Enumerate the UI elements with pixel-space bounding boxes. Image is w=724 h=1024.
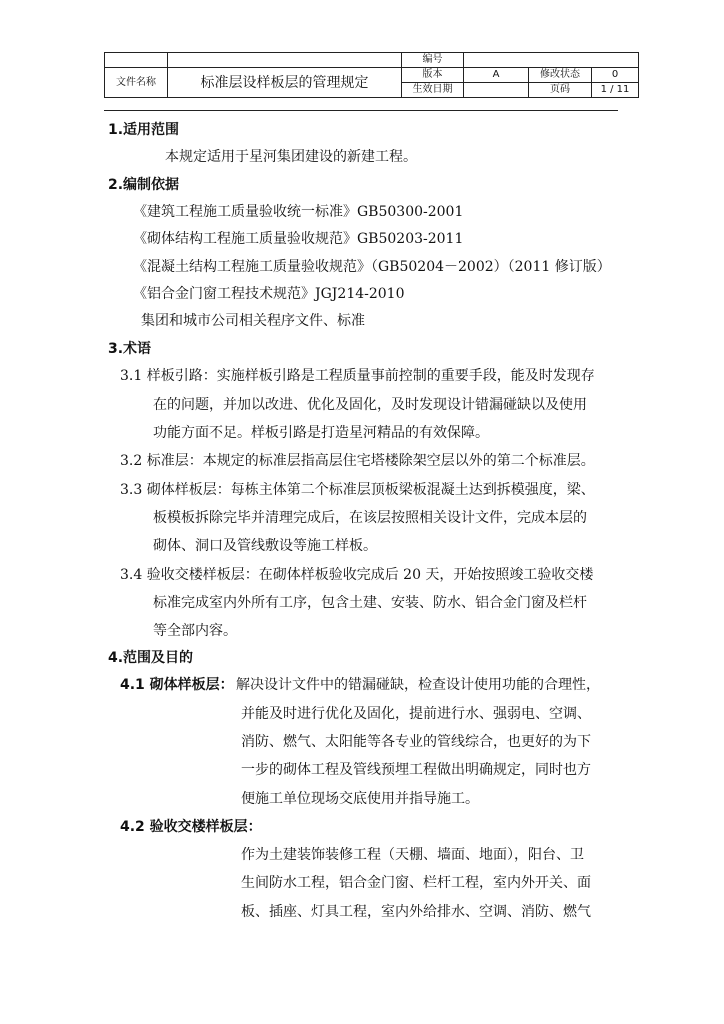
paragraph-line: 并能及时进行优化及固化，提前进行水、强弱电、空调、 [241, 706, 591, 722]
section-heading: 1.适用范围 [108, 122, 180, 138]
paragraph-line: 砌体、洞口及管线敷设等施工样板。 [153, 538, 377, 554]
section-heading: 2.编制依据 [108, 177, 180, 193]
paragraph-line: 板模板拆除完毕并清理完成后，在该层按照相关设计文件，完成本层的 [153, 510, 587, 526]
paragraph-line: 板、插座、灯具工程，室内外给排水、空调、消防、燃气 [241, 904, 591, 920]
reference-item: 集团和城市公司相关程序文件、标准 [141, 313, 365, 329]
number-value [464, 53, 639, 68]
version-value: A [464, 68, 529, 83]
paragraph-line: 功能方面不足。样板引路是打造星河精品的有效保障。 [153, 425, 489, 441]
paragraph-line: 3.2 标准层：本规定的标准层指高层住宅塔楼除架空层以外的第二个标准层。 [120, 453, 595, 469]
effective-date-value [464, 83, 529, 98]
reference-item: 《建筑工程施工质量验收统一标准》GB50300-2001 [133, 204, 464, 220]
paragraph-line: 一步的砌体工程及管线预埋工程做出明确规定，同时也方 [241, 762, 591, 778]
reference-item: 《混凝土结构工程施工质量验收规范》（GB50204－2002）（2011 修订版） [133, 259, 611, 275]
paragraph-line: 标准完成室内外所有工序，包含土建、安装、防水、铝合金门窗及栏杆 [153, 595, 587, 611]
document-header-table [104, 52, 639, 98]
subsection-label: 4.2 验收交楼样板层： [120, 819, 262, 835]
paragraph-line: 等全部内容。 [153, 623, 237, 639]
version-label: 版本 [402, 68, 464, 83]
paragraph-line: 3.1 样板引路：实施样板引路是工程质量事前控制的重要手段，能及时发现存 [120, 368, 595, 384]
subsection-label: 4.1 砌体样板层： [120, 677, 234, 693]
reference-item: 《砌体结构工程施工质量验收规范》GB50203-2011 [133, 231, 464, 247]
effective-date-label: 生效日期 [402, 83, 464, 98]
paragraph-line: 3.4 验收交楼样板层：在砌体样板验收完成后 20 天，开始按照竣工验收交楼 [120, 567, 594, 583]
header-blank-cell [168, 53, 402, 68]
header-divider [104, 110, 618, 111]
file-name-label: 文件名称 [105, 68, 168, 98]
reference-item: 《铝合金门窗工程技术规范》JGJ214-2010 [133, 286, 405, 302]
paragraph-line: 生间防水工程，铝合金门窗、栏杆工程，室内外开关、面 [241, 875, 591, 891]
paragraph-line: 消防、燃气、太阳能等各专业的管线综合，也更好的为下 [241, 734, 591, 750]
number-label: 编号 [402, 53, 464, 68]
paragraph-line: 便施工单位现场交底使用并指导施工。 [241, 791, 479, 807]
page-value: 1 / 11 [592, 83, 639, 98]
section-heading: 4.范围及目的 [108, 650, 194, 666]
paragraph-line: 在的问题，并加以改进、优化及固化，及时发现设计错漏碰缺以及使用 [153, 397, 587, 413]
revision-value: 0 [592, 68, 639, 83]
revision-label: 修改状态 [529, 68, 592, 83]
page-label: 页码 [529, 83, 592, 98]
section-heading: 3.术语 [108, 341, 152, 357]
paragraph-line: 3.3 砌体样板层：每栋主体第二个标准层顶板梁板混凝土达到拆模强度，梁、 [120, 482, 595, 498]
header-blank-cell [105, 53, 168, 68]
paragraph-line: 本规定适用于星河集团建设的新建工程。 [165, 149, 417, 165]
doc-title: 标准层设样板层的管理规定 [168, 68, 402, 98]
paragraph-line: 解决设计文件中的错漏碰缺，检查设计使用功能的合理性， [236, 677, 600, 693]
paragraph-line: 作为土建装饰装修工程（天棚、墙面、地面），阳台、卫 [241, 847, 584, 863]
